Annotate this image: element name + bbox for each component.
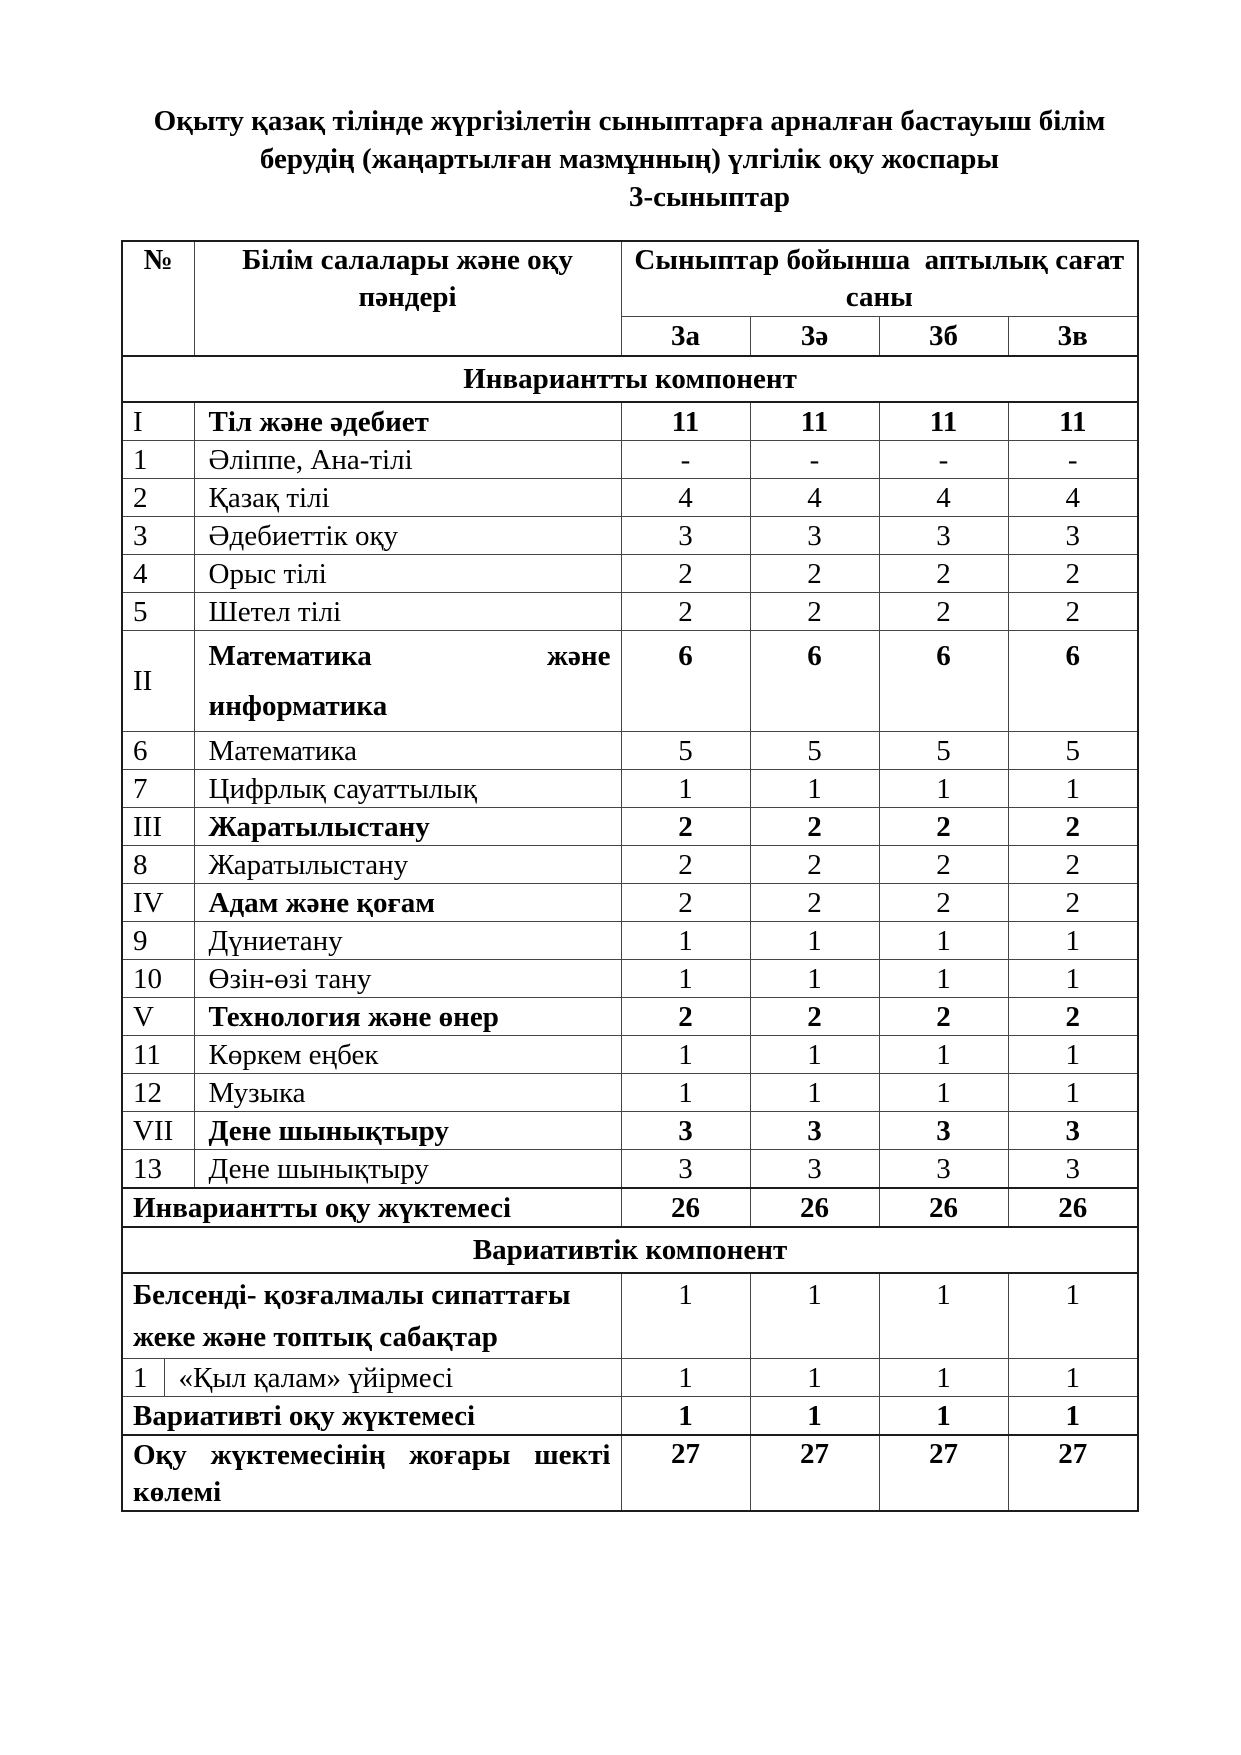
hours-value: 6 [1008, 631, 1138, 732]
hours-value: 2 [750, 555, 879, 593]
hours-value: 1 [879, 770, 1008, 808]
hours-value: 1 [879, 1397, 1008, 1436]
hours-value: 1 [621, 1359, 750, 1397]
hours-value: 1 [1008, 1359, 1138, 1397]
hours-value: 3 [879, 517, 1008, 555]
hours-value: 3 [1008, 517, 1138, 555]
row-num: 11 [122, 1036, 194, 1074]
row-num: 7 [122, 770, 194, 808]
hours-value: - [750, 441, 879, 479]
hours-value: 27 [621, 1435, 750, 1511]
col-header-subjects: Білім салалары және оқу пәндері [194, 241, 621, 356]
subject-label: Орыс тілі [194, 555, 621, 593]
hours-value: 1 [621, 960, 750, 998]
hours-value: 1 [750, 1397, 879, 1436]
hours-value: 3 [750, 1112, 879, 1150]
subject-label [194, 631, 621, 732]
row-num: I [122, 402, 194, 441]
label-word: Математика [208, 640, 372, 672]
subject-label: Жаратылыстану [194, 846, 621, 884]
hours-value: 6 [750, 631, 879, 732]
subject-label: Көркем еңбек [194, 1036, 621, 1074]
total-label [122, 1435, 621, 1511]
row-num: V [122, 998, 194, 1036]
hours-value: 1 [1008, 1036, 1138, 1074]
hours-value: 1 [1008, 1273, 1138, 1359]
hours-value: 26 [750, 1188, 879, 1227]
title-line-2: берудің (жаңартылған мазмұнның) үлгілік оқу жоспары [259, 143, 1000, 175]
hours-value: 1 [750, 1074, 879, 1112]
row-num: IV [122, 884, 194, 922]
hours-value: 1 [879, 922, 1008, 960]
hours-value: 1 [621, 1074, 750, 1112]
hours-value: 3 [621, 517, 750, 555]
table-row [122, 884, 1138, 922]
hours-value: 2 [1008, 998, 1138, 1036]
label-line [209, 631, 611, 681]
subject-label: «Қыл қалам» үйірмесі [164, 1359, 621, 1397]
table-row [122, 1074, 1138, 1112]
row-num: 6 [122, 732, 194, 770]
hours-value: 2 [879, 884, 1008, 922]
table-row [122, 960, 1138, 998]
table-row [122, 770, 1138, 808]
hours-value: 3 [879, 1112, 1008, 1150]
hours-value: 4 [621, 479, 750, 517]
label-word: жүктемесінің [210, 1438, 386, 1471]
subject-label: Адам және қоғам [194, 884, 621, 922]
row-num: 3 [122, 517, 194, 555]
hours-value: 27 [1008, 1435, 1138, 1511]
hours-value: 4 [879, 479, 1008, 517]
label-word: шекті [534, 1438, 611, 1471]
col-header-class-3v: 3в [1008, 317, 1138, 357]
hours-value: 26 [1008, 1188, 1138, 1227]
hours-value: - [621, 441, 750, 479]
subject-label: Әдебиеттік оқу [194, 517, 621, 555]
hours-value: 1 [1008, 960, 1138, 998]
row-num: VII [122, 1112, 194, 1150]
hours-value: 2 [750, 808, 879, 846]
hours-value: 1 [750, 1273, 879, 1359]
table-row [122, 402, 1138, 441]
row-num: 9 [122, 922, 194, 960]
hours-value: 11 [750, 402, 879, 441]
table-row [122, 593, 1138, 631]
subject-label: Шетел тілі [194, 593, 621, 631]
row-num: III [122, 808, 194, 846]
hours-value: 2 [1008, 593, 1138, 631]
row-num: II [122, 631, 194, 732]
subject-label: Дене шынықтыру [194, 1150, 621, 1189]
hours-value: 27 [879, 1435, 1008, 1511]
hours-value: 26 [621, 1188, 750, 1227]
hours-value: 4 [1008, 479, 1138, 517]
hours-value: 2 [879, 593, 1008, 631]
col-header-hours: Сыныптар бойынша аптылық сағат саны [621, 241, 1138, 317]
hours-value: 3 [750, 1150, 879, 1189]
hours-value: 2 [879, 846, 1008, 884]
hours-value: 2 [621, 593, 750, 631]
hours-value: 1 [621, 922, 750, 960]
hours-value: 1 [1008, 1074, 1138, 1112]
hours-value: 2 [750, 593, 879, 631]
hours-value: 2 [879, 998, 1008, 1036]
page-title [121, 102, 1138, 216]
subject-label: Тіл және әдебиет [194, 402, 621, 441]
hours-value: 3 [750, 517, 879, 555]
subject-label: Дүниетану [194, 922, 621, 960]
col-header-class-3ae: 3ә [750, 317, 879, 357]
table-row [122, 517, 1138, 555]
col-header-num: № [122, 241, 194, 356]
total-label: Инвариантты оқу жүктемесі [122, 1188, 621, 1227]
section-row [122, 356, 1138, 402]
hours-value: 1 [1008, 770, 1138, 808]
row-num: 13 [122, 1150, 194, 1189]
hours-value: 11 [879, 402, 1008, 441]
table-body [122, 356, 1138, 1511]
table-header-row [122, 241, 1138, 317]
hours-value: 1 [879, 1074, 1008, 1112]
table-row [122, 441, 1138, 479]
section-header: Вариативтік компонент [122, 1227, 1138, 1273]
hours-value: 1 [879, 960, 1008, 998]
hours-value: 1 [621, 1036, 750, 1074]
title-line-1: Оқыту қазақ тілінде жүргізілетін сыныптарға арналған бастауыш білім [153, 105, 1106, 137]
hours-value: 1 [621, 770, 750, 808]
hours-value: 2 [621, 808, 750, 846]
hours-value: 5 [621, 732, 750, 770]
label-line: Белсенді- қозғалмалы сипаттағы [133, 1279, 571, 1311]
subject-label: Дене шынықтыру [194, 1112, 621, 1150]
hours-value: 2 [879, 555, 1008, 593]
subject-label: Әліппе, Ана-тілі [194, 441, 621, 479]
hours-value: 1 [879, 1273, 1008, 1359]
subject-label: Музыка [194, 1074, 621, 1112]
hours-value: 3 [1008, 1150, 1138, 1189]
hours-value: 2 [750, 998, 879, 1036]
table-row [122, 998, 1138, 1036]
table-row [122, 808, 1138, 846]
subject-label: Технология және өнер [194, 998, 621, 1036]
row-num: 2 [122, 479, 194, 517]
hours-value: - [1008, 441, 1138, 479]
label-word: және [547, 640, 611, 672]
label-word: Оқу [133, 1438, 187, 1471]
hours-value: 27 [750, 1435, 879, 1511]
section-header: Инвариантты компонент [122, 356, 1138, 402]
title-line-3: 3-сыныптар [629, 181, 790, 213]
hours-value: 3 [621, 1150, 750, 1189]
total-label [122, 1273, 621, 1359]
label-line: жеке және топтық сабақтар [133, 1321, 498, 1353]
row-num: 5 [122, 593, 194, 631]
row-num: 4 [122, 555, 194, 593]
hours-value: 6 [879, 631, 1008, 732]
row-num: 10 [122, 960, 194, 998]
hours-value: 5 [1008, 732, 1138, 770]
hours-value: 2 [750, 884, 879, 922]
hours-value: 4 [750, 479, 879, 517]
hours-value: 2 [621, 555, 750, 593]
hours-value: 2 [621, 998, 750, 1036]
table-row [122, 846, 1138, 884]
table-row [122, 1188, 1138, 1227]
section-row [122, 1227, 1138, 1273]
table-row [122, 1397, 1138, 1436]
hours-value: 2 [750, 846, 879, 884]
hours-value: 2 [879, 808, 1008, 846]
hours-value: 1 [621, 1397, 750, 1436]
hours-value: 1 [1008, 922, 1138, 960]
hours-value: 11 [621, 402, 750, 441]
label-line: көлемі [133, 1475, 222, 1508]
hours-value: 2 [621, 884, 750, 922]
label-line [133, 1436, 611, 1473]
table-row [122, 479, 1138, 517]
hours-value: 3 [621, 1112, 750, 1150]
hours-value: 2 [1008, 884, 1138, 922]
total-label: Вариативті оқу жүктемесі [122, 1397, 621, 1436]
table-row [122, 1359, 1138, 1397]
table-row [122, 555, 1138, 593]
hours-value: 5 [750, 732, 879, 770]
hours-value: 2 [1008, 846, 1138, 884]
table-row [122, 631, 1138, 732]
subject-label: Өзін-өзі тану [194, 960, 621, 998]
hours-value: 2 [1008, 555, 1138, 593]
hours-value: 3 [879, 1150, 1008, 1189]
row-num: 8 [122, 846, 194, 884]
hours-value: 3 [1008, 1112, 1138, 1150]
subject-label: Қазақ тілі [194, 479, 621, 517]
row-num: 12 [122, 1074, 194, 1112]
hours-value: 11 [1008, 402, 1138, 441]
hours-value: 1 [750, 1359, 879, 1397]
hours-value: 1 [621, 1273, 750, 1359]
table-row [122, 1435, 1138, 1511]
hours-value: 5 [879, 732, 1008, 770]
table-row [122, 1036, 1138, 1074]
subject-label: Математика [194, 732, 621, 770]
table-row [122, 1112, 1138, 1150]
hours-value: - [879, 441, 1008, 479]
label-line: информатика [208, 690, 388, 722]
row-num: 1 [122, 1359, 164, 1397]
hours-value: 1 [750, 960, 879, 998]
curriculum-table [121, 240, 1139, 1512]
table-row [122, 732, 1138, 770]
subject-label: Жаратылыстану [194, 808, 621, 846]
subject-label: Цифрлық сауаттылық [194, 770, 621, 808]
col-header-class-3a: 3а [621, 317, 750, 357]
row-num: 1 [122, 441, 194, 479]
table-row [122, 1273, 1138, 1359]
hours-value: 6 [621, 631, 750, 732]
col-header-class-3b: 3б [879, 317, 1008, 357]
table-row [122, 922, 1138, 960]
hours-value: 1 [1008, 1397, 1138, 1436]
hours-value: 1 [750, 1036, 879, 1074]
hours-value: 26 [879, 1188, 1008, 1227]
hours-value: 2 [1008, 808, 1138, 846]
hours-value: 1 [750, 770, 879, 808]
hours-value: 1 [750, 922, 879, 960]
hours-value: 1 [879, 1359, 1008, 1397]
table-row [122, 1150, 1138, 1189]
label-word: жоғары [409, 1438, 511, 1471]
hours-value: 1 [879, 1036, 1008, 1074]
hours-value: 2 [621, 846, 750, 884]
